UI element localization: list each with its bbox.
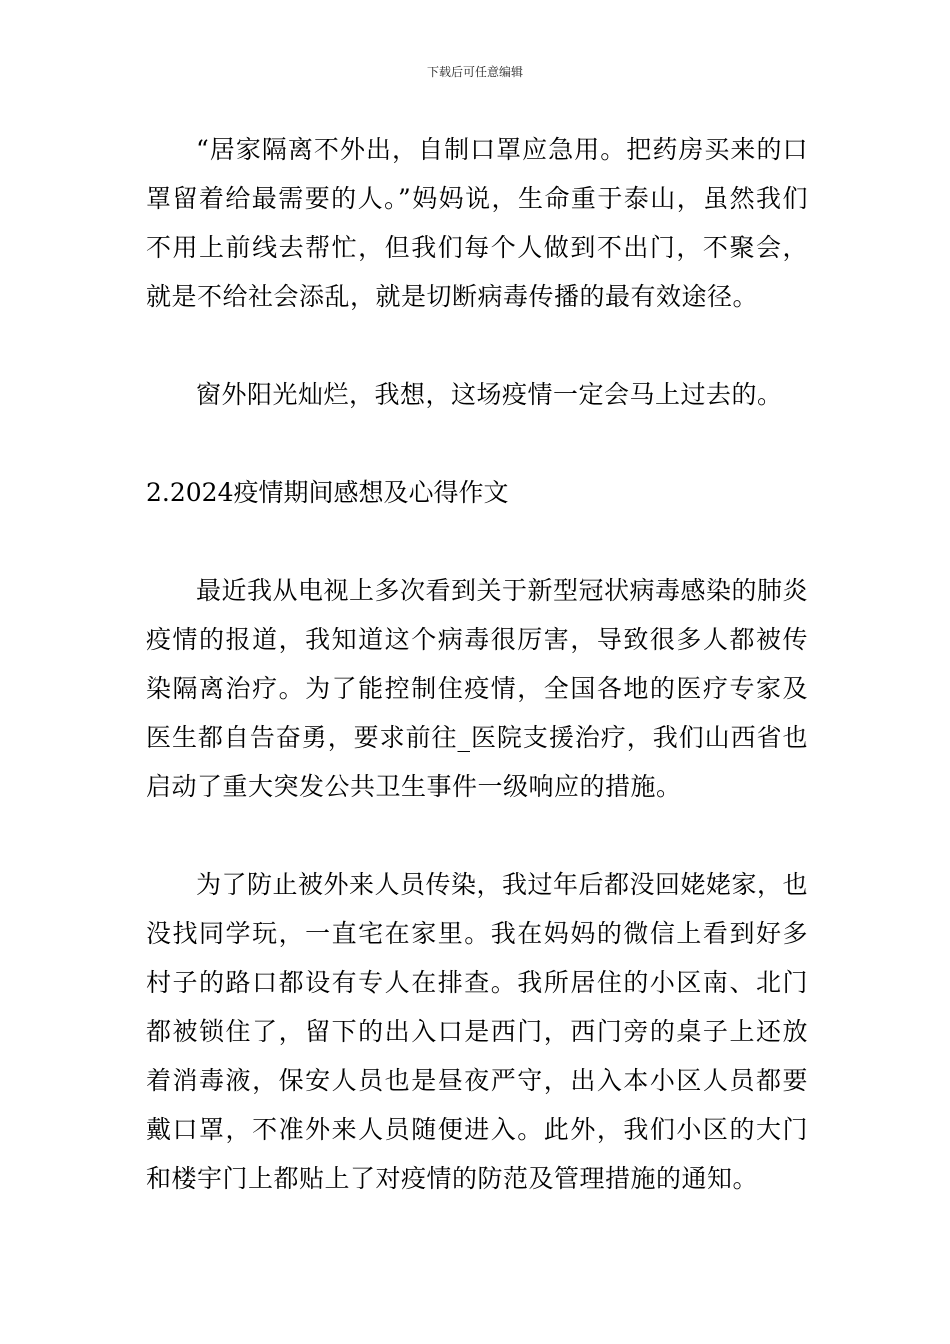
paragraph-community: 为了防止被外来人员传染，我过年后都没回姥姥家，也没找同学玩，一直宅在家里。我在妈妈的微信上看到好多村子的路口都设有专人在排查。我所居住的小区南、北门都被锁住了，留下的出入口是西门，西门旁的桌子上还放着消毒液，保安人员也是昼夜严守，出入本小区人员都要戴口罩，不准外来人员随便进入。此外，我们小区的大门和楼宇门上都贴上了对疫情的防范及管理措施的通知。 xyxy=(146,870,809,1193)
document-body xyxy=(146,125,808,1203)
paragraph-sunshine: 窗外阳光灿烂，我想，这场疫情一定会马上过去的。 xyxy=(196,380,783,409)
paragraph-news: 最近我从电视上多次看到关于新型冠状病毒感染的肺炎疫情的报道，我知道这个病毒很厉害，导致很多人都被传染隔离治疗。为了能控制住疫情，全国各地的医疗专家及医生都自告奋勇，要求前往_医院支援治疗，我们山西省也启动了重大突发公共卫生事件一级响应的措施。 xyxy=(146,576,809,801)
paragraph-gap xyxy=(146,811,808,860)
paragraph-gap xyxy=(146,517,808,566)
page-header-note: 下载后可任意编辑 xyxy=(426,65,523,79)
section-heading: 2.2024疫情期间感想及心得作文 xyxy=(146,478,509,507)
paragraph-gap xyxy=(146,419,808,468)
paragraph-quarantine: “居家隔离不外出，自制口罩应急用。把药房买来的口罩留着给最需要的人。”妈妈说，生命重于泰山，虽然我们不用上前线去帮忙，但我们每个人做到不出门，不聚会，就是不给社会添乱，就是切断病毒传播的最有效途径。 xyxy=(146,135,808,311)
paragraph-gap xyxy=(146,321,808,370)
